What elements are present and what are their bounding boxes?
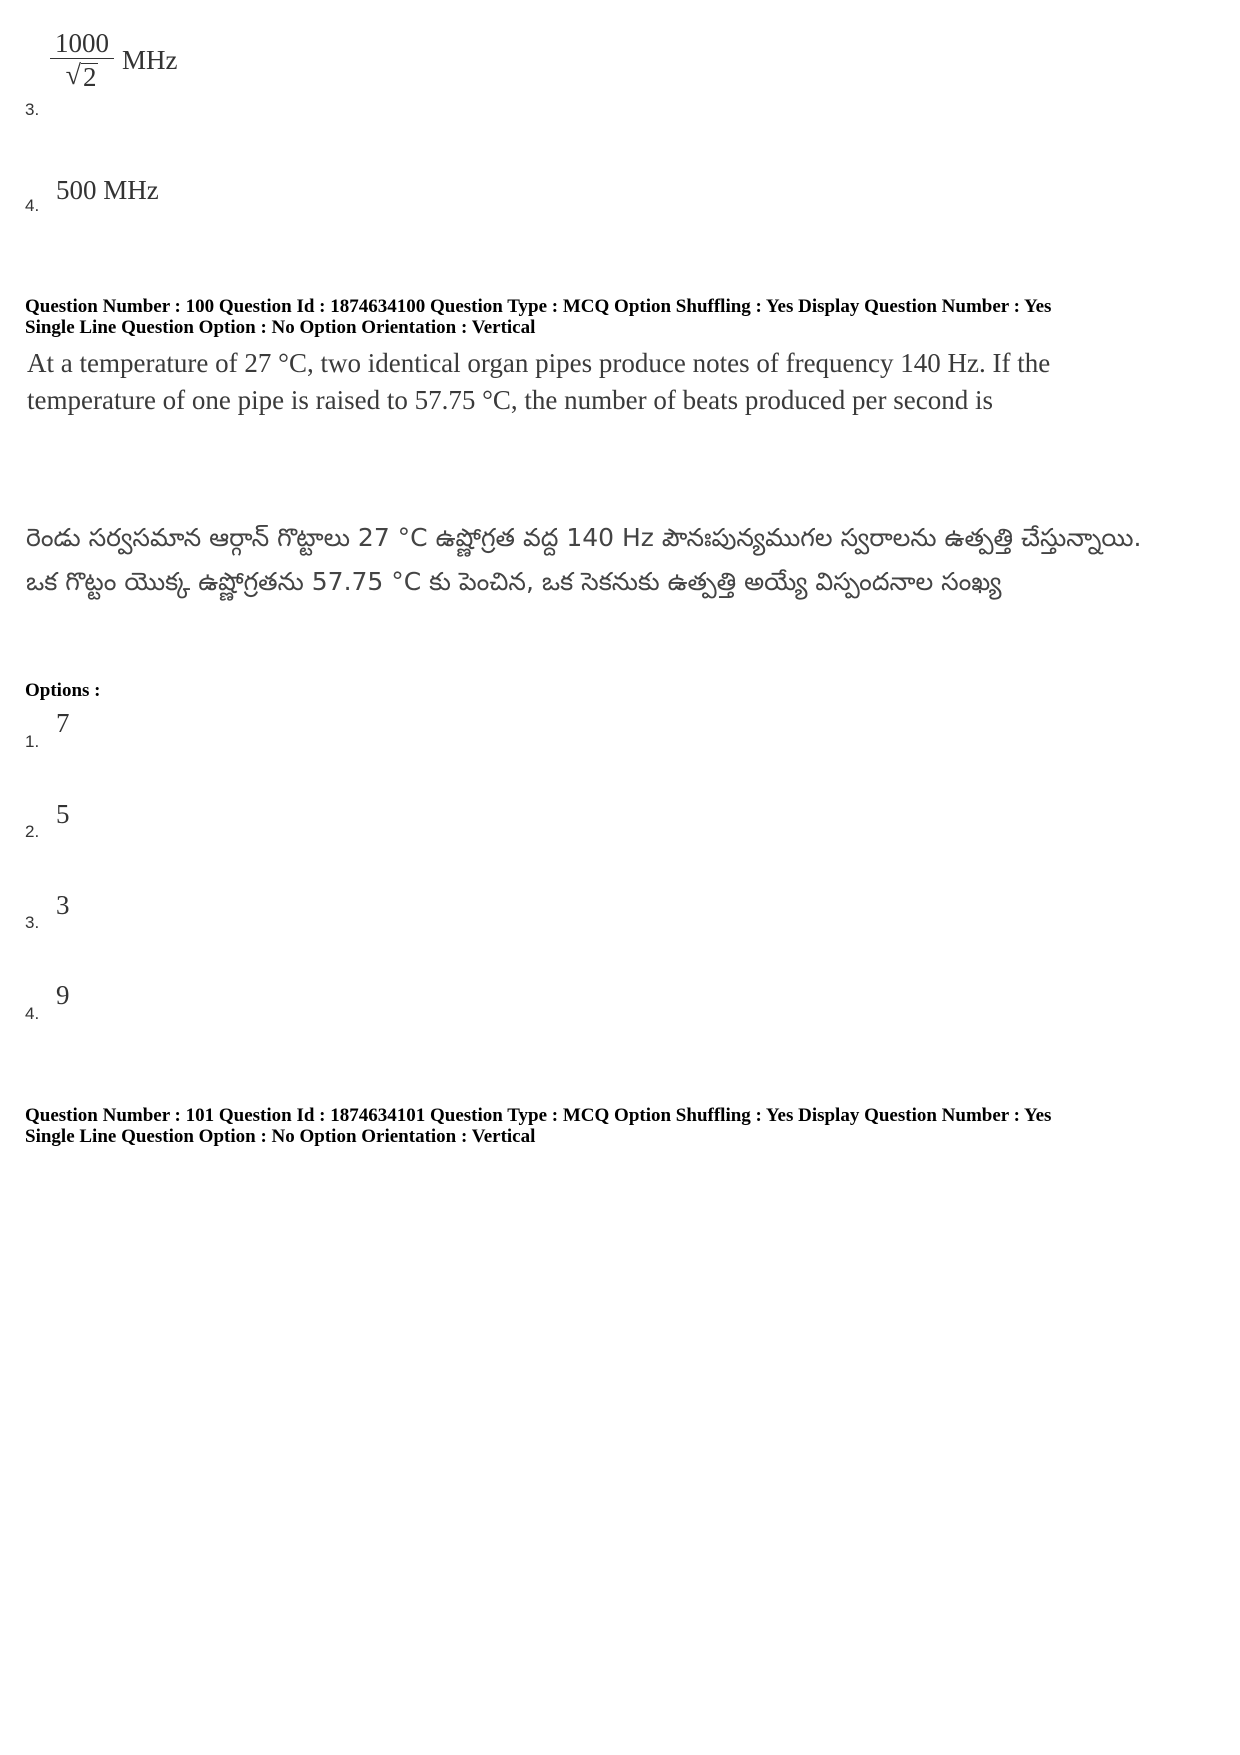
option-1-value[interactable]: 7 <box>56 708 70 738</box>
option-1-number: 1. <box>25 732 40 751</box>
prev-option-3-number: 3. <box>25 100 40 119</box>
question-100-meta-line-1: Question Number : 100 Question Id : 1874634100 Question Type : MCQ Option Shuffling : Yes Display Question Number : Yes <box>25 296 1052 317</box>
prev-option-4-value: 500 MHz <box>56 175 159 205</box>
question-100-stem-telugu: రెండు సర్వసమాన ఆర్గాన్ గొట్టాలు 27 °C ఉష్ణోగ్రత వద్ద 140 Hz పౌనఃపున్యముగల స్వరాలను ఉత్పత్తి చేస్తున్నాయి. ఒక గొట్టం యొక్క ఉష్ణోగ్రతను 57.75 °C కు పెంచిన, ఒక సెకనుకు ఉత్పత్తి అయ్యే విస్పందనాల సంఖ్య <box>26 523 1142 596</box>
options-label: Options : <box>25 680 101 701</box>
unit: MHz <box>122 45 178 75</box>
sqrt-symbol: √ <box>65 60 81 91</box>
option-2-number: 2. <box>25 822 40 841</box>
fraction-denominator <box>66 59 99 93</box>
prev-option-3-value <box>50 28 178 93</box>
question-100-meta-line-2: Single Line Question Option : No Option Orientation : Vertical <box>25 317 536 338</box>
option-4-value[interactable]: 9 <box>56 980 70 1010</box>
option-4-number: 4. <box>25 1004 40 1023</box>
prev-option-4-number: 4. <box>25 196 40 215</box>
option-3-value[interactable]: 3 <box>56 890 70 920</box>
option-2-value[interactable]: 5 <box>56 799 70 829</box>
question-101-meta-line-1: Question Number : 101 Question Id : 1874634101 Question Type : MCQ Option Shuffling : Yes Display Question Number : Yes <box>25 1105 1052 1126</box>
fraction-numerator: 1000 <box>55 28 109 58</box>
fraction <box>50 28 114 93</box>
option-3-number: 3. <box>25 913 40 932</box>
radicand: 2 <box>82 62 97 92</box>
question-100-stem-english: At a temperature of 27 °C, two identical organ pipes produce notes of frequency 140 Hz. If the temperature of one pipe is raised to 57.75 °C, the number of beats produced per second is <box>27 348 1051 415</box>
question-101-meta-line-2: Single Line Question Option : No Option Orientation : Vertical <box>25 1126 536 1147</box>
